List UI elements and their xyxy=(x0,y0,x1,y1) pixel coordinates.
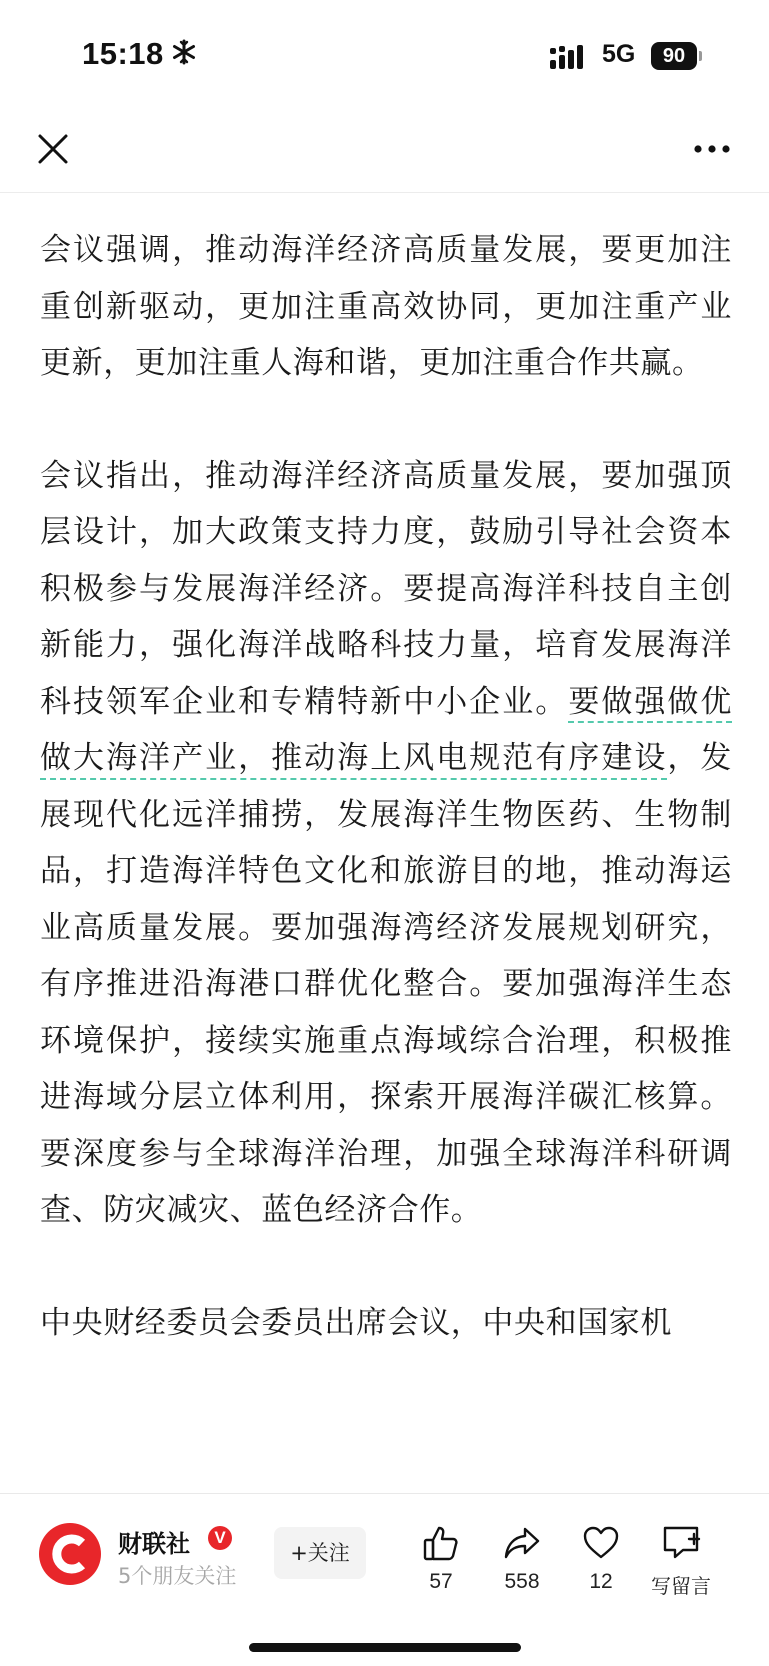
home-indicator xyxy=(249,1643,521,1652)
like-count: 57 xyxy=(429,1570,453,1593)
network-type: 5G xyxy=(602,40,636,68)
favorite-button[interactable] xyxy=(556,1524,646,1594)
paragraph-text: 会议指出，推动海洋经济高质量发展，要加强顶层设计，加大政策支持力度，鼓励引导社会资本积极参与发展海洋经济。要提高海洋科技自主创新能力，强化海洋战略科技力量，培育发展海洋科技领军企业和专精特新中小企业。 xyxy=(40,457,732,720)
favorite-count: 12 xyxy=(589,1570,613,1593)
highlighted-phrase-link[interactable]: 要做强做优做大海洋产业，推动海上风电规范有序建设 xyxy=(40,683,732,776)
paragraph-text: ，发展现代化远洋捕捞，发展海洋生物医药、生物制品，打造海洋特色文化和旅游目的地，推动海运业高质量发展。要加强海湾经济发展规划研究，有序推进沿海港口群优化整合。要加强海洋生态环境保护，接续实施重点海域综合治理，积极推进海域分层立体利用，探索开展海洋碳汇核算。要深度参与全球海洋治理，加强全球海洋科研调查、防灾减灾、蓝色经济合作。 xyxy=(40,740,732,1228)
battery-indicator: 90 xyxy=(651,42,697,70)
verified-badge: V xyxy=(208,1526,232,1550)
status-bar xyxy=(0,0,769,110)
thumbs-up-icon xyxy=(422,1524,460,1562)
article-paragraph xyxy=(40,448,732,1239)
heart-icon xyxy=(582,1524,620,1562)
nav-bar xyxy=(0,110,769,193)
battery-cap xyxy=(699,51,702,61)
write-comment-label: 写留言 xyxy=(651,1574,711,1598)
status-time: 15:18 xyxy=(82,36,164,71)
article-body xyxy=(40,222,732,1407)
friends-follow-count: 5个朋友关注 xyxy=(118,1564,237,1588)
article-paragraph: 会议强调，推动海洋经济高质量发展，要更加注重创新驱动，更加注重高效协同，更加注重产业更新，更加注重人海和谐，更加注重合作共赢。 xyxy=(40,232,732,381)
bottom-action-bar xyxy=(0,1493,769,1666)
follow-button[interactable]: +关注 xyxy=(274,1527,366,1579)
share-button[interactable] xyxy=(477,1524,567,1594)
like-button[interactable] xyxy=(396,1524,486,1594)
snowflake-icon xyxy=(170,38,198,66)
write-comment-button[interactable] xyxy=(636,1524,726,1599)
article-paragraph: 中央财经委员会委员出席会议，中央和国家机 xyxy=(40,1304,672,1341)
comment-icon xyxy=(661,1524,701,1562)
close-icon[interactable] xyxy=(34,130,74,170)
cellular-signal-icon xyxy=(550,44,590,70)
more-icon[interactable] xyxy=(690,134,734,164)
account-avatar[interactable] xyxy=(38,1522,102,1586)
share-icon xyxy=(503,1524,541,1562)
account-name[interactable]: 财联社 xyxy=(118,1530,190,1558)
share-count: 558 xyxy=(504,1570,540,1593)
